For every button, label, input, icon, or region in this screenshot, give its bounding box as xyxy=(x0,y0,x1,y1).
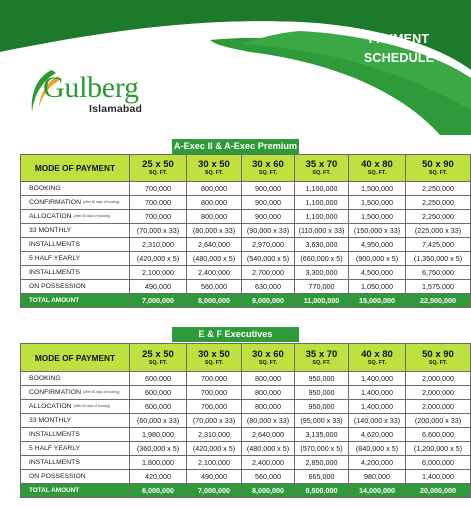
size-header: 30 x 50 SQ. FT. xyxy=(187,155,242,182)
table-cell: 770,000 xyxy=(295,280,349,294)
row-label: ALLOCATION (After 60 days of booking) xyxy=(21,210,130,224)
row-note: (After 30 days of booking) xyxy=(82,200,120,205)
table-cell: 950,000 xyxy=(295,386,349,400)
total-label: TOTAL AMOUNT xyxy=(21,294,130,308)
table-row xyxy=(21,252,471,266)
table-cell: (80,000 x 33) xyxy=(242,414,295,428)
table-row xyxy=(21,196,471,210)
table-cell: 4,620,000 xyxy=(349,428,406,442)
table-cell: (200,000 x 33) xyxy=(406,414,471,428)
table-cell: (140,000 x 33) xyxy=(349,414,406,428)
row-label: INSTALLMENTS xyxy=(21,428,130,442)
table-cell: 1,800,000 xyxy=(130,456,187,470)
total-row xyxy=(21,484,471,498)
table-cell: 1,500,000 xyxy=(349,196,406,210)
table-cell: 1,400,000 xyxy=(406,470,471,484)
table-cell: 420,000 xyxy=(130,470,187,484)
row-label: INSTALLMENTS xyxy=(21,266,130,280)
table-cell: (1,200,000 x 5) xyxy=(406,442,471,456)
total-cell: 22,500,000 xyxy=(406,294,471,308)
table-cell: 1,100,000 xyxy=(295,182,349,196)
table-cell: 1,100,000 xyxy=(295,210,349,224)
table-cell: 700,000 xyxy=(130,196,187,210)
table-row xyxy=(21,238,471,252)
table-cell: 2,250,000 xyxy=(406,182,471,196)
table-cell: 2,970,000 xyxy=(242,238,295,252)
table-cell: 3,135,000 xyxy=(295,428,349,442)
payment-table-e-f xyxy=(20,343,471,498)
section-title-a-exec: A-Exec II & A-Exec Premium xyxy=(172,139,299,154)
table-cell: 6,600,000 xyxy=(406,428,471,442)
table-cell: 3,630,000 xyxy=(295,238,349,252)
table-row xyxy=(21,456,471,470)
table-cell: 950,000 xyxy=(295,400,349,414)
mode-of-payment-header: MODE OF PAYMENT xyxy=(21,155,130,182)
row-label: INSTALLMENTS xyxy=(21,456,130,470)
table-cell: 2,000,000 xyxy=(406,400,471,414)
table-cell: 1,400,000 xyxy=(349,400,406,414)
size-header: 35 x 70 SQ. FT. xyxy=(295,155,349,182)
row-label: INSTALLMENTS xyxy=(21,238,130,252)
table-row xyxy=(21,428,471,442)
table-cell: 700,000 xyxy=(187,400,242,414)
total-label: TOTAL AMOUNT xyxy=(21,484,130,498)
table-cell: 490,000 xyxy=(187,470,242,484)
total-cell: 20,000,000 xyxy=(406,484,471,498)
table-cell: (570,000 x 5) xyxy=(295,442,349,456)
table-cell: 560,000 xyxy=(242,470,295,484)
table-cell: 900,000 xyxy=(242,196,295,210)
table-cell: 700,000 xyxy=(130,210,187,224)
table-cell: 2,250,000 xyxy=(406,210,471,224)
total-cell: 9,000,000 xyxy=(242,294,295,308)
table-cell: (70,000 x 33) xyxy=(130,224,187,238)
size-header: 30 x 60 SQ. FT. xyxy=(242,344,295,372)
section-title-e-f: E & F Executives xyxy=(172,327,299,342)
table-cell: 800,000 xyxy=(187,210,242,224)
table-cell: 2,310,000 xyxy=(187,428,242,442)
total-cell: 11,000,000 xyxy=(295,294,349,308)
table-cell: (540,000 x 5) xyxy=(242,252,295,266)
size-header: 40 x 80 SQ. FT. xyxy=(349,155,406,182)
row-label: 5 HALF YEARLY xyxy=(21,252,130,266)
table-header-row xyxy=(21,155,471,182)
table-row xyxy=(21,400,471,414)
table-cell: (480,000 x 5) xyxy=(187,252,242,266)
mode-of-payment-header: MODE OF PAYMENT xyxy=(21,344,130,372)
table-cell: 490,000 xyxy=(130,280,187,294)
row-label: BOOKING xyxy=(21,372,130,386)
row-note: (After 30 days of booking) xyxy=(82,390,120,395)
table-cell: (90,000 x 33) xyxy=(242,224,295,238)
table-cell: 700,000 xyxy=(187,372,242,386)
table-cell: (110,000 x 33) xyxy=(295,224,349,238)
table-cell: 2,000,000 xyxy=(406,386,471,400)
table-cell: 560,000 xyxy=(187,280,242,294)
total-cell: 8,000,000 xyxy=(187,294,242,308)
table-cell: (900,000 x 5) xyxy=(349,252,406,266)
table-cell: 800,000 xyxy=(187,196,242,210)
table-cell: (1,350,000 x 5) xyxy=(406,252,471,266)
table-cell: 2,000,000 xyxy=(406,372,471,386)
size-header: 40 x 80 SQ. FT. xyxy=(349,344,406,372)
size-header: 50 x 90 SQ. FT. xyxy=(406,155,471,182)
table-cell: 2,100,000 xyxy=(130,266,187,280)
table-cell: 1,400,000 xyxy=(349,386,406,400)
table-row xyxy=(21,210,471,224)
table-cell: 2,400,000 xyxy=(242,456,295,470)
size-header: 30 x 60 SQ. FT. xyxy=(242,155,295,182)
table-cell: 700,000 xyxy=(130,182,187,196)
row-note: (After 60 days of booking) xyxy=(73,214,111,219)
total-cell: 8,000,000 xyxy=(242,484,295,498)
row-label: BOOKING xyxy=(21,182,130,196)
table-cell: (660,000 x 5) xyxy=(295,252,349,266)
table-cell: 630,000 xyxy=(242,280,295,294)
table-cell: 2,640,000 xyxy=(187,238,242,252)
table-cell: (225,000 x 33) xyxy=(406,224,471,238)
table-cell: 600,000 xyxy=(130,386,187,400)
table-cell: (360,000 x 5) xyxy=(130,442,187,456)
total-cell: 9,500,000 xyxy=(295,484,349,498)
total-cell: 7,000,000 xyxy=(130,294,187,308)
table-cell: 980,000 xyxy=(349,470,406,484)
table-row xyxy=(21,224,471,238)
size-header: 35 x 70 SQ. FT. xyxy=(295,344,349,372)
table-cell: (840,000 x 5) xyxy=(349,442,406,456)
table-cell: (420,000 x 5) xyxy=(130,252,187,266)
table-cell: 1,500,000 xyxy=(349,182,406,196)
table-cell: 1,100,000 xyxy=(295,196,349,210)
row-label: ON POSSESSION xyxy=(21,280,130,294)
table-cell: 700,000 xyxy=(187,386,242,400)
table-row xyxy=(21,442,471,456)
table-cell: 800,000 xyxy=(242,400,295,414)
size-header: 25 x 50 SQ. FT. xyxy=(130,344,187,372)
table-cell: (60,000 x 33) xyxy=(130,414,187,428)
table-cell: (480,000 x 5) xyxy=(242,442,295,456)
table-cell: 950,000 xyxy=(295,372,349,386)
table-row xyxy=(21,414,471,428)
row-label: 33 MONTHLY xyxy=(21,224,130,238)
table-cell: 2,640,000 xyxy=(242,428,295,442)
payment-table-a-exec xyxy=(20,154,471,308)
row-label: CONFIRMATION (After 30 days of booking) xyxy=(21,386,130,400)
table-cell: 600,000 xyxy=(130,400,187,414)
table-cell: (420,000 x 5) xyxy=(187,442,242,456)
table-row xyxy=(21,386,471,400)
row-label: 5 HALF YEARLY xyxy=(21,442,130,456)
table-cell: 6,750,000 xyxy=(406,266,471,280)
table-cell: 1,575,000 xyxy=(406,280,471,294)
table-cell: 6,000,000 xyxy=(406,456,471,470)
table-row xyxy=(21,372,471,386)
row-label: 33 MONTHLY xyxy=(21,414,130,428)
table-row xyxy=(21,266,471,280)
table-cell: 7,425,000 xyxy=(406,238,471,252)
table-cell: 2,250,000 xyxy=(406,196,471,210)
table-cell: 2,310,000 xyxy=(130,238,187,252)
table-cell: 1,400,000 xyxy=(349,372,406,386)
size-header: 30 x 50 SQ. FT. xyxy=(187,344,242,372)
table-cell: 900,000 xyxy=(242,182,295,196)
table-cell: 3,300,000 xyxy=(295,266,349,280)
table-cell: (70,000 x 33) xyxy=(187,414,242,428)
payment-schedule-title: PAYMENT SCHEDULE xyxy=(363,32,435,65)
table-cell: 4,950,000 xyxy=(349,238,406,252)
table-cell: 1,050,000 xyxy=(349,280,406,294)
gulberg-logo xyxy=(22,67,182,122)
table-cell: 665,000 xyxy=(295,470,349,484)
total-row xyxy=(21,294,471,308)
table-cell: 800,000 xyxy=(187,182,242,196)
table-cell: 2,400,000 xyxy=(187,266,242,280)
table-cell: 800,000 xyxy=(242,386,295,400)
table-cell: 2,850,000 xyxy=(295,456,349,470)
table-cell: 4,200,000 xyxy=(349,456,406,470)
logo-wordmark: Gulberg xyxy=(43,71,139,104)
row-label: ALLOCATION (After 60 days of booking) xyxy=(21,400,130,414)
total-cell: 14,000,000 xyxy=(349,484,406,498)
row-label: CONFIRMATION (After 30 days of booking) xyxy=(21,196,130,210)
total-cell: 15,000,000 xyxy=(349,294,406,308)
table-cell: (95,000 x 33) xyxy=(295,414,349,428)
table-row xyxy=(21,470,471,484)
row-label: ON POSSESSION xyxy=(21,470,130,484)
table-cell: (80,000 x 33) xyxy=(187,224,242,238)
table-cell: 900,000 xyxy=(242,210,295,224)
table-cell: (150,000 x 33) xyxy=(349,224,406,238)
table-cell: 2,700,000 xyxy=(242,266,295,280)
total-cell: 6,000,000 xyxy=(130,484,187,498)
table-cell: 1,500,000 xyxy=(349,210,406,224)
table-cell: 1,980,000 xyxy=(130,428,187,442)
logo-subtitle: Islamabad xyxy=(89,103,143,115)
table-cell: 800,000 xyxy=(242,372,295,386)
table-row xyxy=(21,280,471,294)
table-header-row xyxy=(21,344,471,372)
size-header: 50 x 90 SQ. FT. xyxy=(406,344,471,372)
total-cell: 7,000,000 xyxy=(187,484,242,498)
table-cell: 600,000 xyxy=(130,372,187,386)
row-note: (After 60 days of booking) xyxy=(73,404,111,409)
size-header: 25 x 50 SQ. FT. xyxy=(130,155,187,182)
table-cell: 2,100,000 xyxy=(187,456,242,470)
table-cell: 4,500,000 xyxy=(349,266,406,280)
table-row xyxy=(21,182,471,196)
